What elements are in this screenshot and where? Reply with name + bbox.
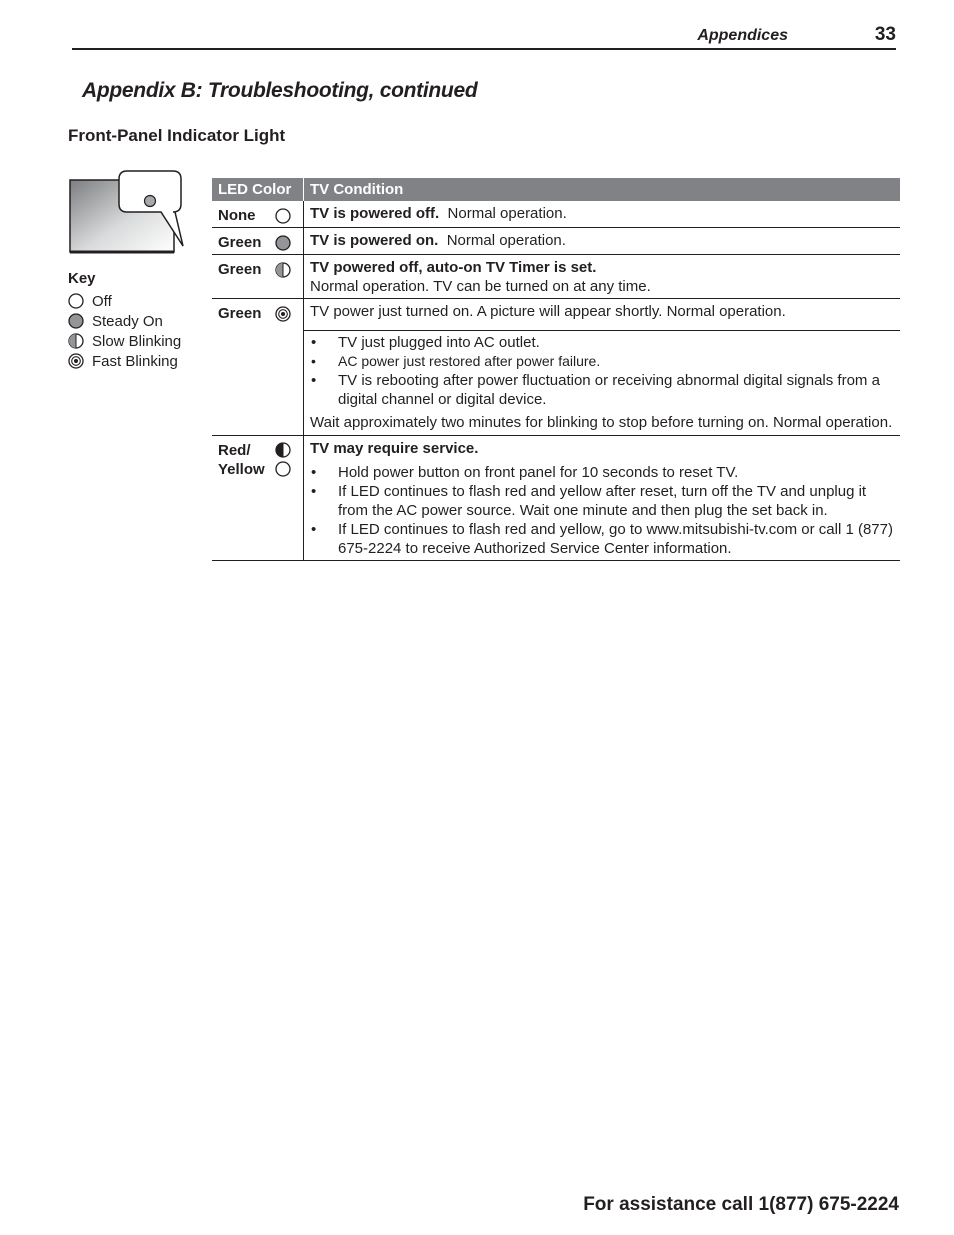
condition-heading: TV is powered off. (310, 205, 440, 222)
list-item: • TV is rebooting after power fluctuation or receiving abnormal digital signals from a digital channel or digital device. (310, 371, 894, 409)
led-color-cell (212, 201, 304, 228)
key-item-steady (68, 311, 181, 331)
list-item: • If LED continues to flash red and yellow after reset, turn off the TV and unplug it from the AC power source. Wait one minute and then plug the set back in. (310, 482, 894, 520)
led-steady-icon (68, 313, 84, 329)
condition-heading: TV powered off, auto-on TV Timer is set. (310, 259, 597, 276)
key-label: Slow Blinking (92, 332, 182, 350)
led-off-icon (275, 208, 291, 224)
table-row (212, 228, 900, 255)
tv-condition-cell (304, 201, 901, 228)
tv-condition-cell (304, 255, 901, 299)
key-label: Steady On (92, 312, 163, 330)
condition-note: Wait approximately two minutes for blinking to stop before turning on. Normal operation. (310, 414, 893, 431)
page-header (72, 24, 896, 50)
led-color-cell (212, 228, 304, 255)
list-item: • If LED continues to flash red and yellow, go to www.mitsubishi-tv.com or call 1 (877) 675-2224 to receive Authorized Service Center information. (310, 520, 894, 558)
condition-text: TV power just turned on. A picture will appear shortly. Normal operation. (304, 299, 900, 331)
key-label: Off (92, 292, 112, 310)
led-slow-blink-icon (275, 442, 291, 458)
indicator-light-table (212, 178, 900, 561)
led-color-cell (212, 299, 304, 436)
assistance-footer: For assistance call 1(877) 675-2224 (583, 1194, 899, 1215)
page-title: Appendix B: Troubleshooting, continued (82, 79, 478, 102)
key-item-off (68, 291, 181, 311)
condition-text: Normal operation. TV can be turned on at any time. (310, 278, 651, 295)
list-item: • Hold power button on front panel for 10 seconds to reset TV. (310, 463, 894, 482)
led-color-cell (212, 255, 304, 299)
column-header-led-color: LED Color (212, 178, 304, 201)
led-slow-blink-icon (68, 333, 84, 349)
led-slow-blink-icon (275, 262, 291, 278)
key-item-slow-blink (68, 331, 181, 351)
condition-bullet-list (310, 333, 894, 409)
table-header-row (212, 178, 900, 201)
led-fast-blink-icon (68, 353, 84, 369)
condition-heading: TV may require service. (310, 440, 479, 457)
led-off-icon (275, 461, 291, 477)
section-subtitle: Front-Panel Indicator Light (68, 126, 286, 145)
led-color-label: Green (218, 305, 262, 322)
section-name: Appendices (697, 27, 788, 44)
key-item-fast-blink (68, 351, 181, 371)
led-color-label: Green (218, 261, 262, 278)
led-fast-blink-icon (275, 306, 291, 322)
tv-condition-cell (304, 436, 901, 561)
led-color-label: Red/ (218, 442, 251, 459)
key-title: Key (68, 270, 96, 287)
table-row (212, 436, 900, 561)
led-color-label: None (218, 207, 256, 224)
column-header-tv-condition: TV Condition (304, 178, 901, 201)
led-color-label: Yellow (218, 461, 265, 478)
list-item: • AC power just restored after power failure. (310, 352, 894, 371)
list-item: • TV just plugged into AC outlet. (310, 333, 894, 352)
table-row (212, 201, 900, 228)
condition-bullet-list (310, 463, 894, 558)
condition-text: Normal operation. (447, 205, 567, 222)
led-steady-icon (275, 235, 291, 251)
key-label: Fast Blinking (92, 352, 178, 370)
tv-front-panel-illustration (69, 170, 187, 258)
page-number: 33 (874, 24, 896, 45)
condition-heading: TV is powered on. (310, 232, 439, 249)
led-off-icon (68, 293, 84, 309)
table-row (212, 299, 900, 436)
icon-key (68, 270, 181, 371)
table-row (212, 255, 900, 299)
led-color-label: Green (218, 234, 262, 251)
led-color-cell (212, 436, 304, 561)
tv-condition-cell (304, 299, 901, 436)
tv-condition-cell (304, 228, 901, 255)
condition-text: Normal operation. (446, 232, 566, 249)
